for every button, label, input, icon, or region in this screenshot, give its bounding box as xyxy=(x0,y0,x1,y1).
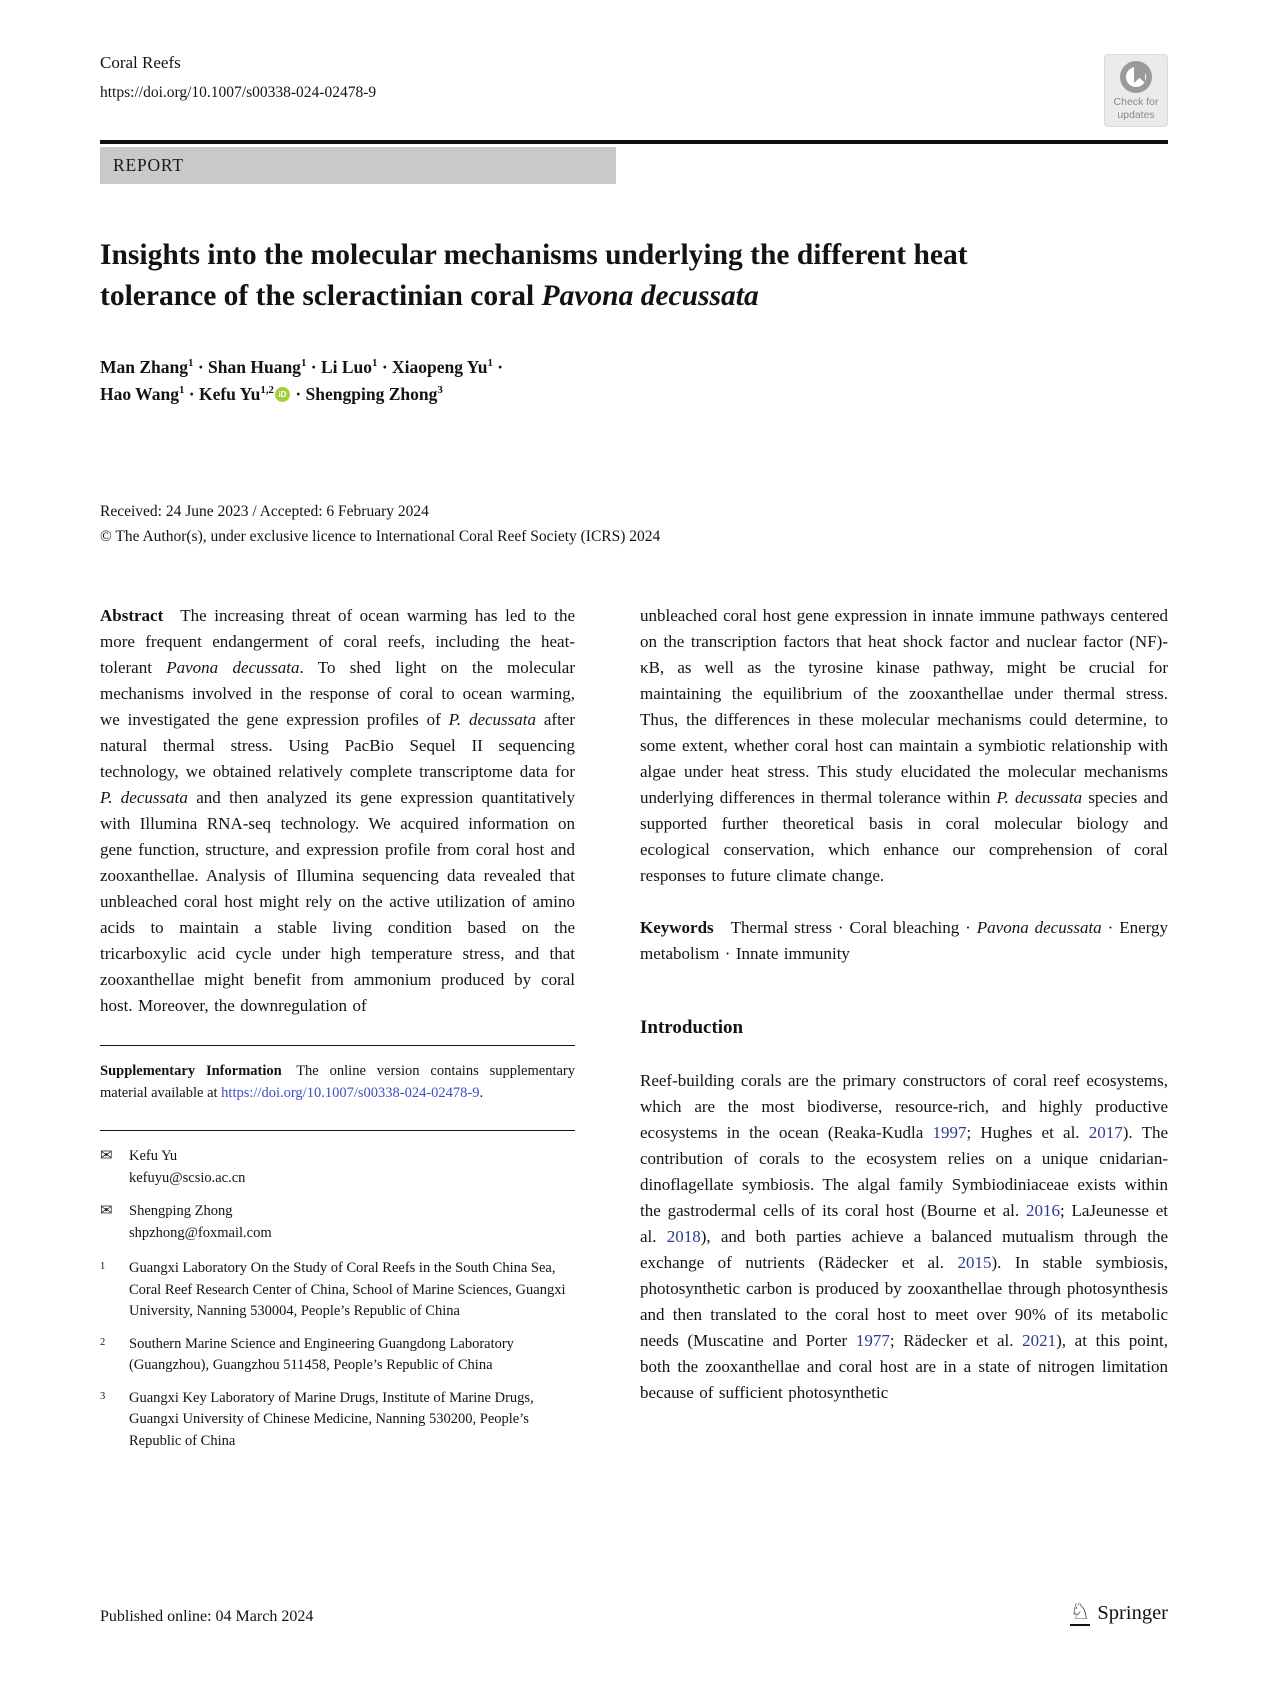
affiliation-text: Guangxi Laboratory On the Study of Coral Reefs in the South China Sea, Coral Reef Research Center of China, School of Marine Sciences, Guangxi University, Nanning 530004, People’s Republic of China xyxy=(129,1260,566,1319)
contact-email: kefuyu@scsio.ac.cn xyxy=(129,1169,246,1186)
springer-knight-icon: ♘ xyxy=(1069,1599,1091,1624)
affiliation-text: Southern Marine Science and Engineering Guangdong Laboratory (Guangzhou), Guangzhou 511458, People’s Republic of China xyxy=(129,1335,514,1373)
affiliation-item xyxy=(100,1334,575,1377)
introduction-paragraph: Reef-building corals are the primary constructors of coral reef ecosystems, which are the most biodiverse, resource-rich, and highly productive ecosystems in the ocean (Reaka-Kudla 1997; Hughes et al. 2017). The contribution of corals to the ecosystem relies on a unique cnidarian-dinoflagellate symbiosis. The algal family Symbiodiniaceae exists within the gastrodermal cells of its coral host (Bourne et al. 2016; LaJeunesse et al. 2018), and both parties achieve a balanced mutualism through the exchange of nutrients (Rädecker et al. 2015). In stable symbiosis, photosynthetic carbon is produced by zooxanthellae through photosynthesis and then translated to the coral host to meet over 90% of its metabolic needs (Muscatine and Porter 1977; Rädecker et al. 2021), at this point, both the zooxanthellae and coral host are in a state of nitrogen limitation because of sufficient photosynthetic xyxy=(640,1071,1169,1402)
right-column xyxy=(640,603,1168,1452)
affiliation-number: 3 xyxy=(100,1390,106,1402)
journal-name: Coral Reefs xyxy=(100,53,181,72)
contact-name: Shengping Zhong xyxy=(129,1203,233,1219)
orcid-icon[interactable]: iD xyxy=(275,387,290,402)
affiliation-item xyxy=(100,1388,575,1453)
copyright-line: © The Author(s), under exclusive licence to International Coral Reef Society (ICRS) 2024 xyxy=(100,527,661,545)
citation-link[interactable]: 1977 xyxy=(855,1331,890,1350)
report-banner: REPORT xyxy=(100,147,616,184)
contact-row xyxy=(100,1201,575,1244)
journal-meta xyxy=(100,52,376,103)
citation-link[interactable]: 2015 xyxy=(957,1253,992,1272)
received-accepted-line: Received: 24 June 2023 / Accepted: 6 February 2024 xyxy=(100,503,429,520)
introduction-heading: Introduction xyxy=(640,1017,744,1038)
check-for-updates-badge[interactable] xyxy=(1104,54,1168,127)
page-header xyxy=(100,52,1168,127)
header-divider xyxy=(100,140,1168,144)
citation-link[interactable]: 1997 xyxy=(932,1123,967,1142)
affiliation-number: 1 xyxy=(100,1261,106,1272)
springer-wordmark: Springer xyxy=(1097,1601,1168,1624)
citation-link[interactable]: 2018 xyxy=(666,1227,701,1246)
corresponding-authors xyxy=(100,1146,575,1244)
citation-link[interactable]: 2021 xyxy=(1022,1331,1057,1350)
affiliation-number: 2 xyxy=(100,1336,106,1348)
contact-row xyxy=(100,1146,575,1189)
springer-logo xyxy=(1070,1600,1168,1626)
keywords-paragraph: Keywords Thermal stress · Coral bleaching · Pavona decussata · Energy metabolism · Innate immunity xyxy=(640,918,1168,963)
check-for-updates-label: Check for updates xyxy=(1113,96,1159,121)
page-footer xyxy=(100,1600,1168,1626)
email-icon: ✉ xyxy=(100,1203,113,1219)
authors-block xyxy=(100,354,1168,408)
paper-title: Insights into the molecular mechanisms underlying the different heat tolerance of the scleractinian coral Pavona decussata xyxy=(100,239,968,312)
doi-link[interactable]: https://doi.org/10.1007/s00338-024-02478-9 xyxy=(221,1084,480,1101)
abstract-paragraph: Abstract The increasing threat of ocean warming has led to the more frequent endangerment of coral reefs, including the heat-tolerant Pavona decussata. To shed light on the molecular mechanisms involved in the response of coral to ocean warming, we investigated the gene expression profiles of P. decussata after natural thermal stress. Using PacBio Sequel II sequencing technology, we obtained relatively complete transcriptome data for P. decussata and then analyzed its gene expression quantitatively with Illumina RNA-seq technology. We acquired information on gene function, structure, and expression profile from coral host and zooxanthellae. Analysis of Illumina sequencing data revealed that unbleached coral host might rely on the active utilization of amino acids to maintain a stable living condition based on the tricarboxylic acid cycle under high temperature stress, and that zooxanthellae might benefit from ammonium produced by coral host. Moreover, the downregulation of xyxy=(100,606,576,1015)
email-icon: ✉ xyxy=(100,1148,113,1164)
footnote-divider-bottom xyxy=(100,1130,575,1131)
supplementary-information: Supplementary Information The online version contains supplementary material available at https://doi.org/10.1007/s00338-024-02478-9. xyxy=(100,1063,575,1101)
affiliation-item xyxy=(100,1258,575,1323)
authors-line-1: Man Zhang$^1$ · Shan Huang$^1$ · Li Luo$^1$ · Xiaopeng $Yu^1$ · xyxy=(100,357,504,377)
citation-link[interactable]: 2016 xyxy=(1025,1201,1060,1220)
bookmark-icon xyxy=(1120,61,1152,93)
authors-line-2: Hao Wang$^1$ · Kefu Yu$^{1,2}$ iD · Shengping Zhong$^3$ xyxy=(100,384,443,404)
doi-text: https://doi.org/10.1007/s00338-024-02478-9 xyxy=(100,84,377,101)
dates-block xyxy=(100,500,1168,549)
contact-name: Kefu Yu xyxy=(129,1148,178,1164)
affiliation-text: Guangxi Key Laboratory of Marine Drugs, Institute of Marine Drugs, Guangxi University of Chinese Medicine, Nanning 530200, People’s Republic of China xyxy=(129,1389,534,1449)
footnote-divider-top xyxy=(100,1045,575,1046)
affiliations-block xyxy=(100,1258,575,1452)
two-column-body xyxy=(100,603,1168,1452)
published-online-line: Published online: 04 March 2024 xyxy=(100,1608,314,1625)
abstract-continued-paragraph: unbleached coral host gene expression in innate immune pathways centered on the transcription factors that heat shock factor and nuclear factor (NF)-κB, as well as the tyrosine kinase pathway, might be crucial for maintaining the equilibrium of the zooxanthellae under thermal stress. Thus, the differences in these molecular mechanisms could determine, to some extent, whether coral host can maintain a symbiotic relationship with algae under heat stress. This study elucidated the molecular mechanisms underlying differences in thermal tolerance within P. decussata species and supported further theoretical basis in coral molecular biology and ecological conservation, which enhance our comprehension of coral responses to future climate change. xyxy=(640,606,1168,885)
contact-email: shpzhong@foxmail.com xyxy=(129,1224,272,1241)
left-column xyxy=(100,603,575,1452)
citation-link[interactable]: 2017 xyxy=(1088,1123,1123,1142)
